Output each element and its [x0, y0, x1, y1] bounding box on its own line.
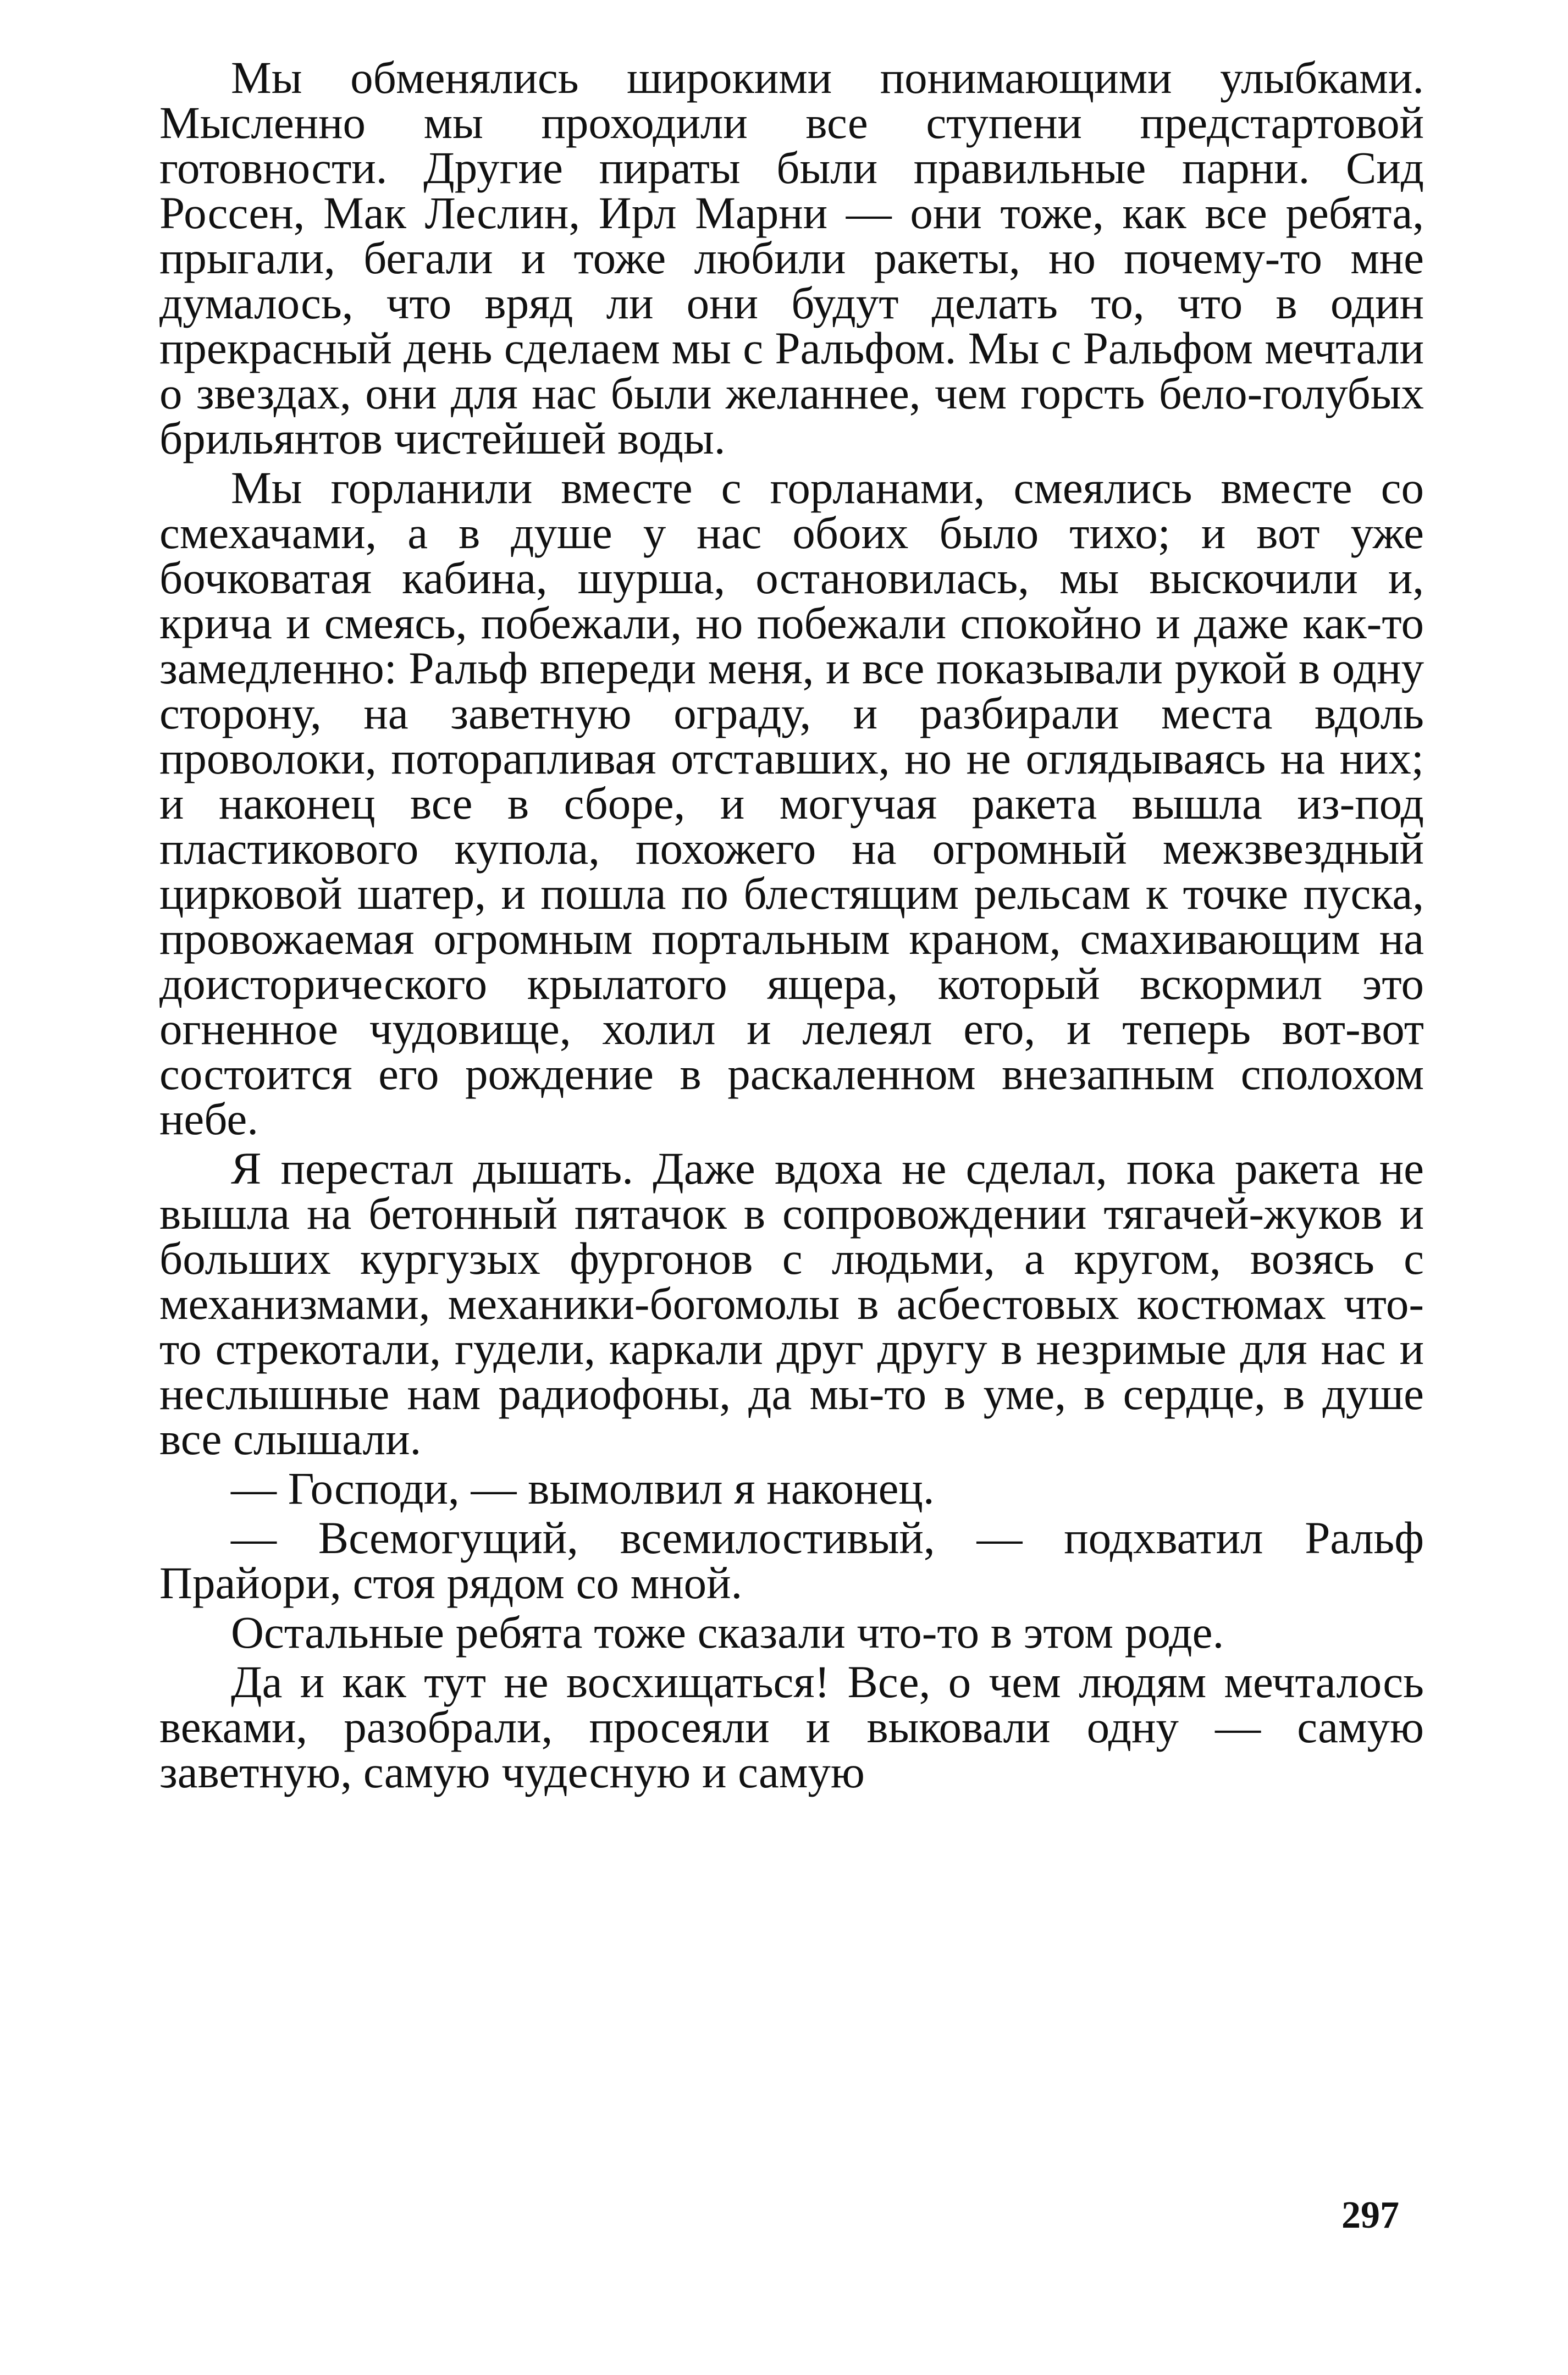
paragraph-1: Мы обменялись широкими понимающими улыбками. Мысленно мы проходили все ступени предстартовой готовности. Другие пираты были правильные парни. Сид Россен, Мак Леслин, Ирл Марни — они тоже, как все ребята, прыгали, бегали и тоже любили ракеты, но почему-то мне думалось, что вряд ли они будут делать то, что в один прекрасный день сделаем мы с Ральфом. Мы с Ральфом мечтали о звездах, они для нас были желаннее, чем горсть бело-голубых брильянтов чистейшей воды.: [159, 52, 1424, 463]
body-text: [159, 52, 1424, 1799]
paragraph-3: Я перестал дышать. Даже вдоха не сделал, пока ракета не вышла на бетонный пятачок в сопровождении тягачей-жуков и больших кургузых фургонов с людьми, а кругом, возясь с механизмами, механики-богомолы в асбестовых костюмах что-то стрекотали, гудели, каркали друг другу в незримые для нас и неслышные нам радиофоны, да мы-то в уме, в сердце, в душе все слышали.: [159, 1143, 1424, 1464]
page-number: 297: [1341, 2194, 1399, 2236]
dialog-line-2: — Всемогущий, всемилостивый, — подхватил Ральф Прайори, стоя рядом со мной.: [159, 1512, 1424, 1608]
dialog-line-1: — Господи, — вымолвил я наконец.: [231, 1463, 935, 1514]
paragraph-4: Остальные ребята тоже сказали что-то в этом роде.: [231, 1607, 1224, 1658]
paragraph-2: Мы горланили вместе с горланами, смеялись вместе со смехачами, а в душе у нас обоих было тихо; и вот уже бочковатая кабина, шурша, остановилась, мы выскочили и, крича и смеясь, побежали, но побежали спокойно и даже как-то замедленно: Ральф впереди меня, и все показывали рукой в одну сторону, на заветную ограду, и разбирали места вдоль проволоки, поторапливая отставших, но не оглядываясь на них; и наконец все в сборе, и могучая ракета вышла из-под пластикового купола, похожего на огромный межзвездный цирковой шатер, и пошла по блестящим рельсам к точке пуска, провожаемая огромным портальным краном, смахивающим на доисторического крылатого ящера, который вскормил это огненное чудовище, холил и лелеял его, и теперь вот-вот состоится его рождение в раскаленном внезапным сполохом небе.: [159, 462, 1424, 1144]
paragraph-5: Да и как тут не восхищаться! Все, о чем людям мечталось веками, разобрали, просеяли и выковали одну — самую заветную, самую чудесную и самую: [159, 1656, 1424, 1797]
